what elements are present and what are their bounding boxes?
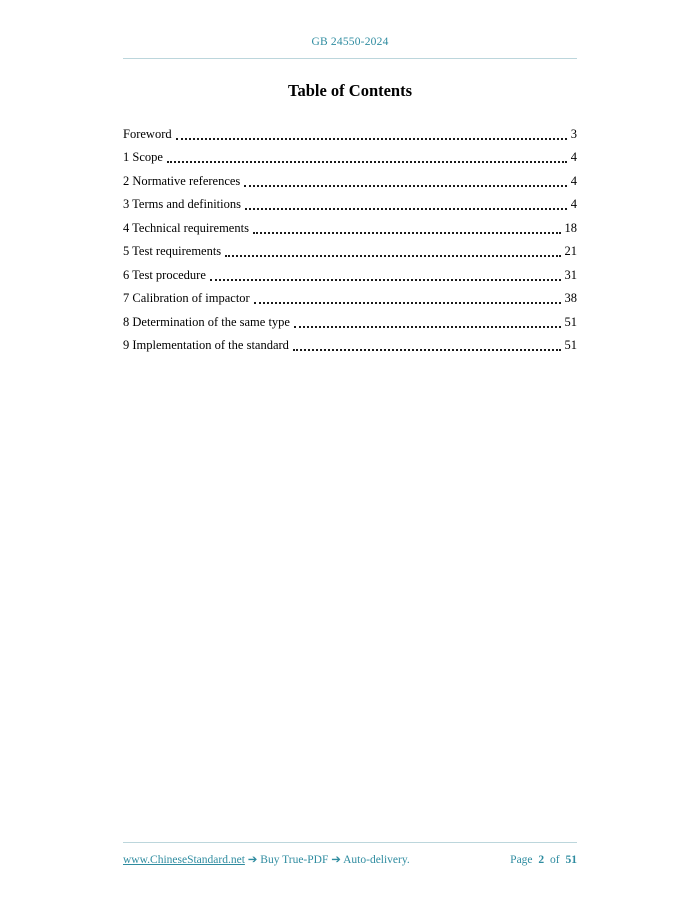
toc-entry-title: 9 Implementation of the standard [123,338,289,352]
toc-entry-page: 4 [570,173,577,188]
toc-entry-page: 3 [570,126,577,141]
toc-entry-page: 4 [570,197,577,211]
dot-leader [225,255,560,257]
dot-leader [244,185,566,187]
toc-entry[interactable] [123,213,577,237]
toc-entry-page: 51 [564,314,577,329]
toc-entry[interactable] [123,119,577,143]
toc-entry-page: 31 [564,267,577,282]
toc-entry[interactable] [123,143,577,167]
toc-entry-title: 8 Determination of the same type [123,314,290,329]
of-label: of [550,854,560,866]
dot-leader [245,208,567,210]
toc-entry[interactable] [123,166,577,190]
page-indicator [507,854,577,866]
dot-leader [293,349,561,351]
dot-leader [254,302,561,304]
dot-leader [253,232,561,234]
page-label: Page [510,854,533,866]
toc-entry-title: 1 Scope [123,150,163,164]
toc-entry-title: 4 Technical requirements [123,220,249,235]
footer-tagline: ➔ Buy True-PDF ➔ Auto-delivery. [244,854,410,866]
dot-leader [176,138,567,140]
footer-divider [123,842,577,843]
page-content [0,0,700,354]
page-total: 51 [565,854,577,866]
toc-entry[interactable] [123,237,577,261]
footer-row [123,852,577,866]
toc-entry-title: 2 Normative references [123,173,241,188]
page-title: Table of Contents [287,81,413,100]
toc-entry-page: 51 [564,338,577,352]
dot-leader [167,161,567,163]
page-current: 2 [538,854,545,866]
page-footer [123,842,577,866]
doc-number: GB 24550-2024 [311,36,389,48]
dot-leader [294,326,561,328]
header-divider [123,58,577,59]
toc-entry-page: 21 [564,244,577,258]
footer-site-link[interactable]: www.ChineseStandard.net [123,854,245,866]
toc-entry[interactable] [123,284,577,308]
toc-entry[interactable] [123,307,577,331]
toc-entry[interactable] [123,331,577,355]
table-of-contents [123,119,577,354]
toc-entry-page: 18 [564,220,577,235]
dot-leader [210,279,561,281]
page-header [123,36,577,59]
toc-entry-page: 38 [564,291,577,305]
toc-entry-title: 3 Terms and definitions [123,197,241,211]
toc-entry-title: 7 Calibration of impactor [123,291,250,305]
toc-entry[interactable] [123,190,577,214]
toc-entry-title: 5 Test requirements [123,244,222,258]
footer-left [123,852,410,866]
toc-entry[interactable] [123,260,577,284]
toc-entry-title: Foreword [123,126,172,141]
toc-entry-title: 6 Test procedure [123,267,206,282]
toc-entry-page: 4 [570,150,577,164]
